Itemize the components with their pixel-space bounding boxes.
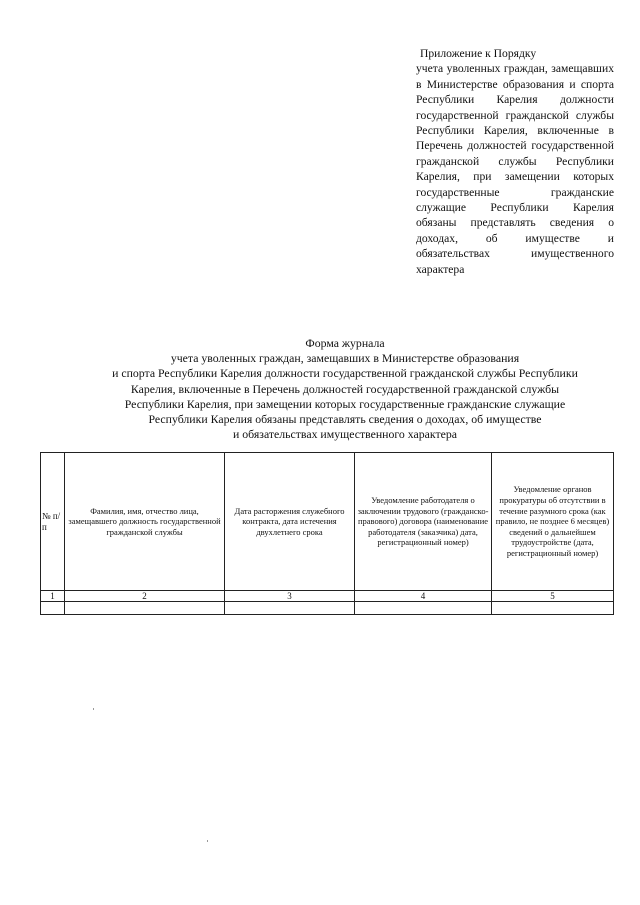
table-cell bbox=[225, 602, 355, 615]
form-title bbox=[60, 336, 630, 442]
form-title-line: Республики Карелия, при замещении которых государственные гражданские служащие bbox=[124, 396, 566, 411]
form-title-line: учета уволенных граждан, замещавших в Министерстве образования bbox=[170, 351, 520, 366]
column-number: 5 bbox=[492, 591, 614, 602]
column-number: 4 bbox=[355, 591, 492, 602]
table-row bbox=[41, 602, 614, 615]
form-title-line: и обязательствах имущественного характера bbox=[233, 427, 457, 442]
header-employer-notice: Уведомление работодателя о заключении трудового (гражданско-правового) договора (наименование работодателя (заказчика) дата, регистрационный номер) bbox=[355, 453, 492, 591]
form-title-line: и спорта Республики Карелия должности государственной гражданской службы Республики bbox=[112, 366, 578, 381]
column-number: 1 bbox=[41, 591, 65, 602]
header-full-name: Фамилия, имя, отчество лица, замещавшего должность государственной гражданской службы bbox=[65, 453, 225, 591]
column-number: 3 bbox=[225, 591, 355, 602]
header-number: № п/п bbox=[41, 453, 65, 591]
form-title-line: Форма журнала bbox=[305, 336, 385, 350]
header-prosecutor-notice: Уведомление органов прокуратуры об отсутствии в течение разумного срока (как правило, не позднее 6 месяцев) сведений о дальнейшем трудоустройстве (дата, регистрационный номер) bbox=[492, 453, 614, 591]
column-number: 2 bbox=[65, 591, 225, 602]
table-cell bbox=[65, 602, 225, 615]
scan-speck bbox=[207, 840, 208, 842]
table-header-row bbox=[41, 453, 614, 591]
journal-table bbox=[40, 452, 614, 615]
appendix-block bbox=[416, 46, 614, 277]
table-cell bbox=[41, 602, 65, 615]
table-cell bbox=[355, 602, 492, 615]
appendix-text: учета уволенных граждан, замещавших в Министерстве образования и спорта Республики Карелия должности государственной гражданской службы Республики Карелия, включенные в Перечень должностей государственной гражданской службы Республики Карелия, при замещении которых государственные гражданские служащие Республики Карелия обязаны представлять сведения о доходах, об имуществе и обязательствах имущественного характера bbox=[416, 62, 614, 276]
appendix-heading: Приложение к Порядку bbox=[420, 47, 537, 60]
table-cell bbox=[492, 602, 614, 615]
form-title-line: Республики Карелия обязаны представлять сведения о доходах, об имуществе bbox=[148, 412, 542, 427]
header-termination-date: Дата расторжения служебного контракта, дата истечения двухлетнего срока bbox=[225, 453, 355, 591]
scan-speck bbox=[93, 708, 94, 710]
form-title-line: Карелия, включенные в Перечень должностей государственной гражданской службы bbox=[130, 381, 560, 396]
column-numbers-row bbox=[41, 591, 614, 602]
